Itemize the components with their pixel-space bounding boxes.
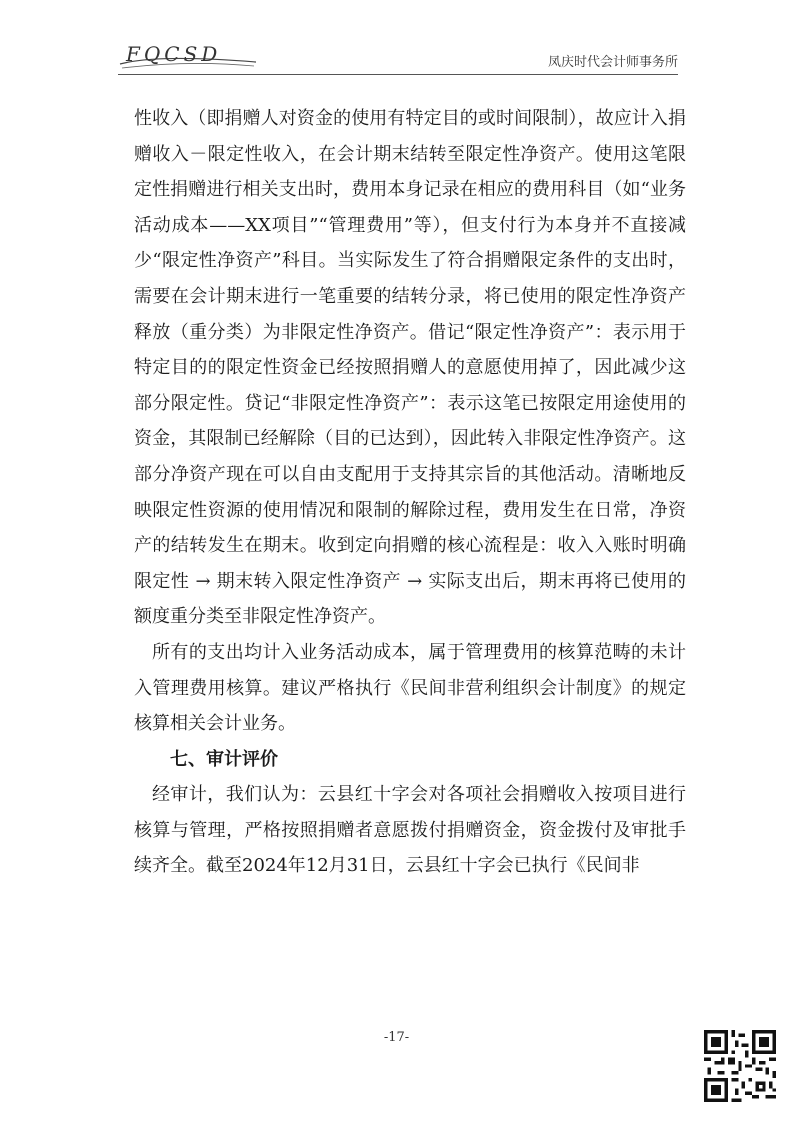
svg-text:FQCSD: FQCSD — [126, 42, 222, 66]
paragraph-audit-opinion: 经审计，我们认为：云县红十字会对各项社会捐赠收入按项目进行核算与管理，严格按照捐赠者意愿拨付捐赠资金，资金拨付及审批手续齐全。截至2024年12月31日，云县红十字会已执行《民间非 — [134, 784, 686, 877]
header-divider — [118, 74, 678, 75]
firm-name: 凤庆时代会计师事务所 — [547, 55, 678, 70]
document-body — [134, 101, 686, 884]
page-number: -17- — [383, 1030, 410, 1045]
paragraph-expense-recommendation: 所有的支出均计入业务活动成本，属于管理费用的核算范畴的未计入管理费用核算。建议严格执行《民间非营利组织会计制度》的规定核算相关会计业务。 — [134, 641, 686, 735]
section-heading: 七、审计评价 — [170, 748, 278, 770]
qr-code-icon — [704, 1030, 776, 1102]
page-header — [118, 38, 678, 78]
paragraph-restricted-assets: 性收入（即捐赠人对资金的使用有特定目的或时间限制），故应计入捐赠收入－限定性收入，在会计期末结转至限定性净资产。使用这笔限定性捐赠进行相关支出时，费用本身记录在相应的费用科目（如“业务活动成本——XX项目”“管理费用”等），但支付行为本身并不直接减少“限定性净资产”科目。当实际发生了符合捐赠限定条件的支出时，需要在会计期末进行一笔重要的结转分录，将已使用的限定性净资产释放（重分类）为非限定性净资产。借记“限定性净资产”：表示用于特定目的的限定性资金已经按照捐赠人的意愿使用掉了，因此减少这部分限定性。贷记“非限定性净资产”：表示这笔已按限定用途使用的资金，其限制已经解除（目的已达到），因此转入非限定性净资产。这部分净资产现在可以自由支配用于支持其宗旨的其他活动。清晰地反映限定性资源的使用情况和限制的解除过程，费用发生在日常，净资产的结转发生在期末。收到定向捐赠的核心流程是：收入入账时明确限定性 → 期末转入限定性净资产 → 实际支出后，期末再将已使用的额度重分类至非限定性净资产。 — [134, 108, 686, 628]
firm-logo — [118, 40, 258, 72]
